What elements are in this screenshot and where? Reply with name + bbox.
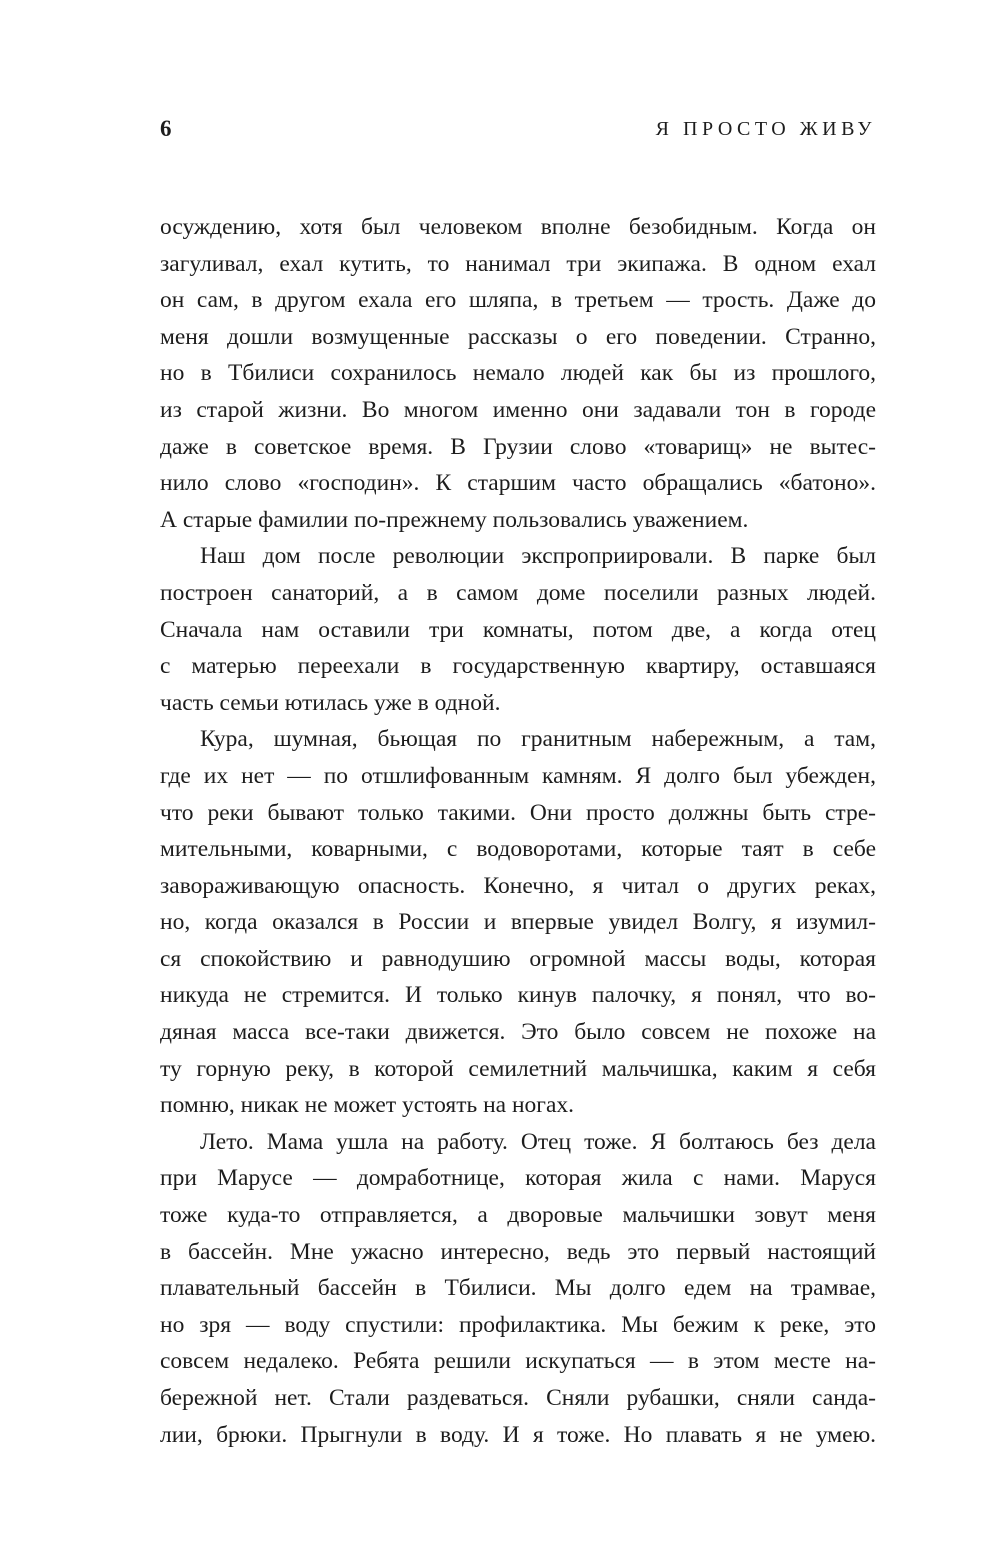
paragraph <box>160 209 876 538</box>
text-line: плавательный бассейн в Тбилиси. Мы долго едем на трамвае, <box>160 1275 876 1302</box>
text-line: помню, никак не может устоять на ногах. <box>160 1092 575 1119</box>
text-line: но в Тбилиси сохранилось немало людей как бы из прошлого, <box>160 360 876 387</box>
text-line: он сам, в другом ехала его шляпа, в третьем — трость. Даже до <box>160 287 876 314</box>
paragraph <box>160 721 876 1124</box>
text-line: бережной нет. Стали раздеваться. Сняли рубашки, сняли санда- <box>160 1385 876 1411</box>
text-line: тоже куда-то отправляется, а дворовые мальчишки зовут меня <box>160 1202 876 1229</box>
text-line: Наш дом после революции экспроприировали. В парке был <box>200 543 876 570</box>
text-line: совсем недалеко. Ребята решили искупаться — в этом месте на- <box>160 1348 876 1375</box>
paragraph <box>160 1124 876 1453</box>
text-line: но, когда оказался в России и впервые увидел Волгу, я изумил- <box>160 909 876 936</box>
text-line: где их нет — по отшлифованным камням. Я долго был убежден, <box>160 762 876 789</box>
text-line: никуда не стремится. И только кинув палочку, я понял, что во- <box>160 982 876 1009</box>
text-line: лии, брюки. Прыгнули в воду. И я тоже. Но плавать я не умею. <box>160 1421 876 1448</box>
text-line: меня дошли возмущенные рассказы о его поведении. Странно, <box>160 323 876 350</box>
text-line: Кура, шумная, бьющая по гранитным набережным, а там, <box>200 726 876 753</box>
page-number: 6 <box>160 116 172 141</box>
text-line: из старой жизни. Во многом именно они задавали тон в городе <box>160 396 876 423</box>
text-line: в бассейн. Мне ужасно интересно, ведь это первый настоящий <box>160 1238 876 1265</box>
text-line: загуливал, ехал кутить, то нанимал три экипажа. В одном ехал <box>160 250 876 277</box>
body-text <box>160 209 876 1453</box>
text-line: А старые фамилии по-прежнему пользовались уважением. <box>160 506 749 533</box>
text-line: что реки бывают только такими. Они просто должны быть стре- <box>160 799 876 826</box>
text-line: построен санаторий, а в самом доме поселили разных людей. <box>160 579 876 606</box>
text-line: Лето. Мама ушла на работу. Отец тоже. Я болтаюсь без дела <box>200 1128 876 1155</box>
text-line: но зря — воду спустили: профилактика. Мы бежим к реке, это <box>160 1311 876 1338</box>
text-line: ту горную реку, в которой семилетний мальчишка, каким я себя <box>160 1055 876 1082</box>
text-line: с матерью переехали в государственную квартиру, оставшаяся <box>160 653 876 680</box>
text-line: нило слово «господин». К старшим часто обращались «батоно». <box>160 470 876 497</box>
text-line: осуждению, хотя был человеком вполне безобидным. Когда он <box>160 214 876 240</box>
running-title: Я ПРОСТО ЖИВУ <box>655 118 876 140</box>
text-line: при Марусе — домработнице, которая жила с нами. Маруся <box>160 1165 876 1192</box>
text-line: ся спокойствию и равнодушию огромной массы воды, которая <box>160 945 876 972</box>
text-line: часть семьи ютилась уже в одной. <box>160 689 501 716</box>
text-line: завораживающую опасность. Конечно, я читал о других реках, <box>160 872 876 899</box>
text-line: мительными, коварными, с водоворотами, которые таят в себе <box>160 836 876 863</box>
paragraph <box>160 538 876 721</box>
text-line: дяная масса все-таки движется. Это было совсем не похоже на <box>160 1019 876 1046</box>
text-line: даже в советское время. В Грузии слово «товарищ» не вытес- <box>160 433 876 460</box>
text-line: Сначала нам оставили три комнаты, потом две, а когда отец <box>160 616 876 643</box>
running-head <box>160 112 876 146</box>
